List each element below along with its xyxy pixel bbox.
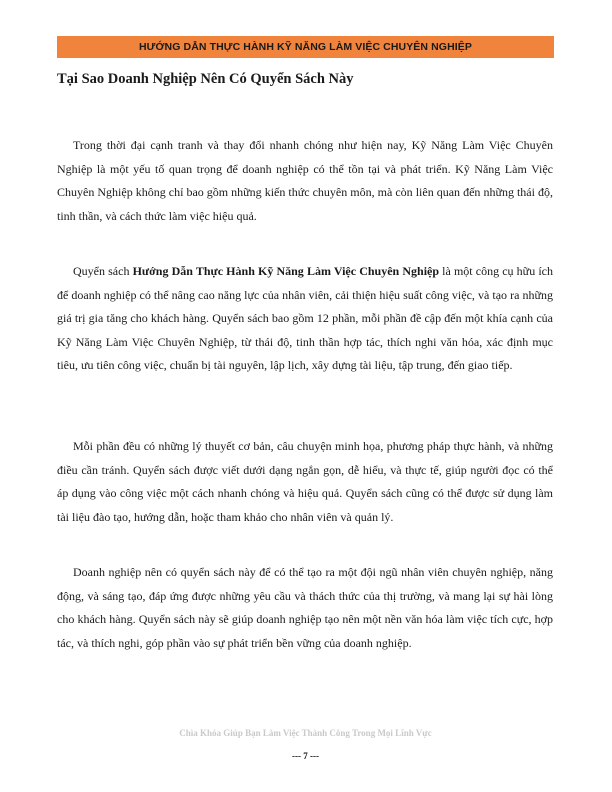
page-number: --- 7 ---: [292, 751, 319, 761]
paragraph-1: Trong thời đại cạnh tranh và thay đổi nhanh chóng như hiện nay, Kỹ Năng Làm Việc Chuyên Nghiệp là một yếu tố quan trọng để doanh nghiệp có thể tồn tại và phát triển. Kỹ Năng Làm Việc Chuyên Nghiệp không chỉ bao gồm những kiến thức chuyên môn, mà còn liên quan đến những thái độ, tinh thần, và cách thức làm việc hiệu quả.: [57, 138, 553, 223]
header-bar: [57, 36, 554, 58]
paragraph-2-intro: Quyển sách: [73, 264, 133, 278]
paragraph-2: [57, 260, 553, 378]
paragraph-2-rest: là một công cụ hữu ích để doanh nghiệp có thể nâng cao năng lực của nhân viên, cải thiện hiệu suất công việc, và tạo ra những giá trị gia tăng cho khách hàng. Quyển sách bao gồm 12 phần, mỗi phần đề cập đến một khía cạnh của Kỹ Năng Làm Việc Chuyên Nghiệp, từ thái độ, tinh thần hợp tác, thích nghi văn hóa, xác định mục tiêu, ưu tiên công việc, chuẩn bị tài nguyên, lập lịch, xây dựng tài liệu, tập trung, đến giao tiếp.: [57, 264, 553, 372]
book-title-bold: Hướng Dẫn Thực Hành Kỹ Năng Làm Việc Chuyên Nghiệp: [132, 264, 440, 278]
paragraph-3: Mỗi phần đều có những lý thuyết cơ bản, câu chuyện minh họa, phương pháp thực hành, và những điều cần tránh. Quyển sách được viết dưới dạng ngắn gọn, dễ hiểu, và thực tế, giúp người đọc có thể áp dụng vào công việc một cách nhanh chóng và hiệu quả. Quyển sách cũng có thể được sử dụng làm tài liệu đào tạo, hướng dẫn, hoặc tham khảo cho nhân viên và quản lý.: [57, 439, 553, 524]
footer-tagline: Chìa Khóa Giúp Bạn Làm Việc Thành Công Trong Mọi Lĩnh Vực: [179, 728, 432, 738]
header-title: HƯỚNG DẪN THỰC HÀNH KỸ NĂNG LÀM VIỆC CHUYÊN NGHIỆP: [139, 41, 472, 53]
paragraph-4: Doanh nghiệp nên có quyển sách này để có thể tạo ra một đội ngũ nhân viên chuyên nghiệp, năng động, và sáng tạo, đáp ứng được những yêu cầu và thách thức của thị trường, và mang lại sự hài lòng cho khách hàng. Quyển sách này sẽ giúp doanh nghiệp tạo nên một nền văn hóa làm việc tích cực, hợp tác, và thích nghi, góp phần vào sự phát triển bền vững của doanh nghiệp.: [57, 565, 553, 650]
section-heading: Tại Sao Doanh Nghiệp Nên Có Quyển Sách Này: [57, 71, 354, 87]
